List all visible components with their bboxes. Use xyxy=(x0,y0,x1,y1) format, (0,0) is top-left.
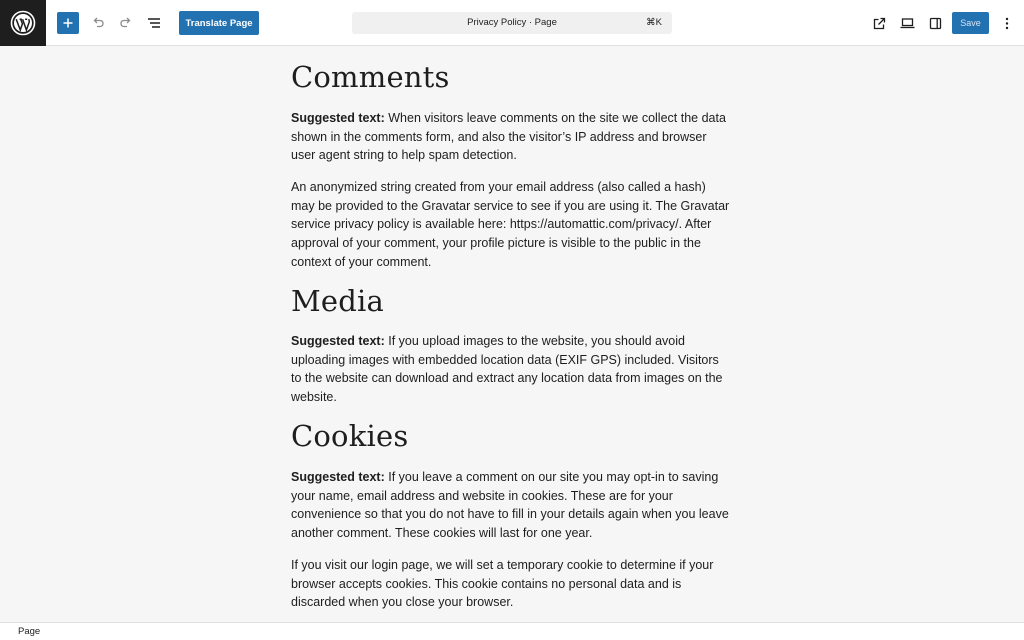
editor-footer xyxy=(0,622,1024,640)
wordpress-logo-icon xyxy=(10,10,36,36)
document-overview-button[interactable] xyxy=(143,12,165,34)
paragraph-text: If you leave a comment on our site you may opt-in to saving your name, email address and website in cookies. These are for your convenience so that you do not have to fill in your details again when you leave another comment. These cookies will last for one year. xyxy=(291,470,729,541)
more-vertical-icon xyxy=(1005,17,1009,30)
paragraph-text: An anonymized string created from your email address (also called a hash) may be provided to the Gravatar service to see if you are using it. The Gravatar service privacy policy is available here: https://automattic.com/privacy/. After approval of your comment, your profile picture is visible to the public in the context of your comment. xyxy=(291,180,730,269)
redo-button[interactable] xyxy=(115,12,137,34)
external-link-icon xyxy=(873,17,886,30)
plus-icon xyxy=(62,17,74,29)
undo-icon xyxy=(91,16,105,30)
heading-comments[interactable]: Comments xyxy=(291,60,450,94)
save-button[interactable]: Save xyxy=(952,12,989,34)
command-shortcut: ⌘K xyxy=(646,17,662,28)
heading-media[interactable]: Media xyxy=(291,284,384,318)
heading-cookies[interactable]: Cookies xyxy=(291,419,409,453)
list-view-icon xyxy=(147,17,161,29)
desktop-icon xyxy=(900,17,915,29)
paragraph-cookies-login[interactable] xyxy=(291,556,731,612)
redo-icon xyxy=(119,16,133,30)
suggested-text-label: Suggested text: xyxy=(291,470,385,484)
paragraph-cookies-suggested[interactable] xyxy=(291,468,731,543)
suggested-text-label: Suggested text: xyxy=(291,334,385,348)
add-block-button[interactable] xyxy=(57,12,79,34)
settings-sidebar-button[interactable] xyxy=(925,12,945,34)
options-menu-button[interactable] xyxy=(999,12,1015,34)
paragraph-comments-gravatar[interactable] xyxy=(291,178,731,272)
paragraph-text: If you visit our login page, we will set a temporary cookie to determine if your browser accepts cookies. This cookie contains no personal data and is discarded when you close your browser. xyxy=(291,558,714,610)
editor-toolbar xyxy=(0,0,1024,46)
view-page-button[interactable] xyxy=(869,12,889,34)
block-breadcrumb[interactable]: Page xyxy=(18,626,41,637)
wordpress-logo[interactable] xyxy=(0,0,46,46)
document-title-bar[interactable] xyxy=(352,12,672,34)
translate-page-button[interactable]: Translate Page xyxy=(179,11,259,35)
suggested-text-label: Suggested text: xyxy=(291,111,385,125)
paragraph-text: If you upload images to the website, you should avoid uploading images with embedded location data (EXIF GPS) included. Visitors to the website can download and extract any location data from images on the website. xyxy=(291,334,723,405)
paragraph-text: When visitors leave comments on the site we collect the data shown in the comments form, and also the visitor’s IP address and browser user agent string to help spam detection. xyxy=(291,111,726,163)
paragraph-media-suggested[interactable] xyxy=(291,332,731,407)
sidebar-icon xyxy=(929,17,942,30)
preview-button[interactable] xyxy=(897,12,917,34)
paragraph-comments-suggested[interactable] xyxy=(291,109,731,165)
document-title: Privacy Policy · Page xyxy=(467,17,557,28)
undo-button[interactable] xyxy=(87,12,109,34)
